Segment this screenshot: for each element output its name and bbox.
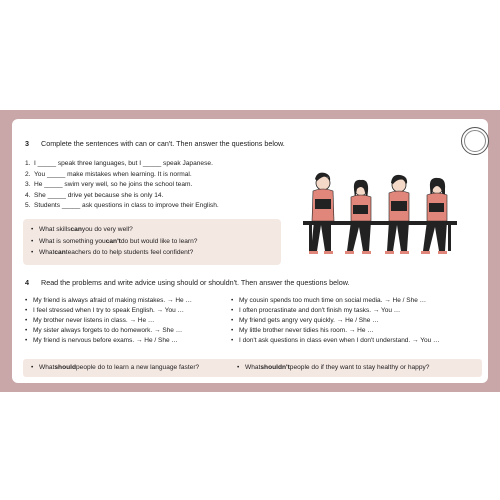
section-4-right-list [231,296,440,346]
sentence-text: You _____ make mistakes when learning. It is normal. [34,170,192,178]
bullet-icon: • [25,297,28,304]
bullet-icon: • [231,336,234,344]
bullet-icon: • [231,326,234,334]
section-4-left-list [25,296,192,346]
question-item [31,236,197,248]
bullet-icon: • [231,306,234,314]
problem-text: My cousin spends too much time on social media. → He / She … [239,297,427,304]
bullet-icon: • [25,316,28,324]
question-keyword: can't [105,237,121,245]
problem-text: I often procrastinate and don't finish my tasks. → You … [239,306,401,314]
problem-text: I don't ask questions in class even when I don't understand. → You … [239,336,440,344]
student-figure [309,173,334,254]
section-4-number: 4 [25,278,29,287]
sentence-number: 5. [25,202,31,209]
sentence-item [25,201,219,212]
sentence-item [25,191,219,202]
problem-text: My little brother never tidies his room. → He … [239,326,374,334]
problem-text: My friend gets angry very quickly. → He / She … [239,316,379,324]
problem-text: My friend is always afraid of making mistakes. → He … [33,297,192,304]
section-3-sentences [25,159,219,212]
problem-item [25,326,192,336]
question-text: What [245,364,261,371]
question-text: people do if they want to stay healthy or happy? [289,364,430,371]
sentence-number: 2. [25,170,31,178]
section-3-questions-box [23,219,281,265]
sentence-item [25,170,219,181]
question-item [237,359,429,377]
question-item [31,224,197,236]
sentence-text: She _____ drive yet because she is only 14. [34,191,164,199]
question-text: What [39,364,55,371]
problem-item [231,306,440,316]
stamp-logo-inner [464,130,486,152]
student-figure [385,175,409,254]
worksheet-frame [0,110,500,392]
students-reading-illustration [301,163,459,263]
section-3-questions [31,224,197,259]
problem-text: My sister always forgets to do homework. → She … [33,326,183,334]
student-figure [421,178,447,254]
sentence-text: I _____ speak three languages, but I _____ speak Japanese. [34,160,213,167]
problem-item [25,336,192,346]
question-item [31,359,199,377]
problem-item [231,336,440,346]
bullet-icon: • [31,226,34,233]
problem-text: I feel stressed when I try to speak English. → You … [33,306,185,314]
bullet-icon: • [31,249,34,256]
bullet-icon: • [25,326,28,334]
bullet-icon: • [25,336,28,344]
question-keyword: can [70,226,82,233]
question-keyword: shouldn't [260,364,290,371]
problem-item [25,316,192,326]
problem-item [231,326,440,336]
sentence-number: 1. [25,160,31,167]
question-text: people do to learn a new language faster? [76,364,200,371]
section-3-number: 3 [25,139,29,148]
problem-text: My brother never listens in class. → He … [33,316,155,324]
question-text: What [39,249,55,256]
question-keyword: can [54,249,66,256]
question-keyword: should [54,364,77,371]
section-4-header [25,278,475,287]
stamp-logo-icon [461,127,489,155]
problem-item [25,306,192,316]
bullet-icon: • [31,364,34,371]
sentence-text: Students _____ ask questions in class to improve their English. [34,202,219,209]
bullet-icon: • [31,237,34,245]
problem-item [25,296,192,306]
sentence-number: 3. [25,181,31,188]
bullet-icon: • [231,316,234,324]
question-item [31,247,197,259]
sentence-text: He _____ swim very well, so he joins the school team. [34,181,193,188]
bullet-icon: • [231,297,234,304]
section-4-instruction: Read the problems and write advice using should or shouldn't. Then answer the questions below. [41,278,350,287]
problem-text: My friend is nervous before exams. → He / She … [33,336,178,344]
question-text: you do very well? [81,226,133,233]
question-text: What is something you [39,237,106,245]
sentence-number: 4. [25,191,31,199]
question-text: teachers do to help students feel confident? [65,249,194,256]
problem-item [231,296,440,306]
section-3-header [25,139,445,148]
sentence-item [25,159,219,170]
question-text: What skills [39,226,71,233]
worksheet-sheet [12,119,488,383]
section-4-questions-bar [23,359,482,377]
bullet-icon: • [25,306,28,314]
bullet-icon: • [237,364,240,371]
problem-item [231,316,440,326]
section-3-instruction: Complete the sentences with can or can't. Then answer the questions below. [41,139,285,148]
bench-leg [448,225,451,251]
question-text: do but would like to learn? [120,237,198,245]
sentence-item [25,180,219,191]
student-figure [345,180,371,254]
